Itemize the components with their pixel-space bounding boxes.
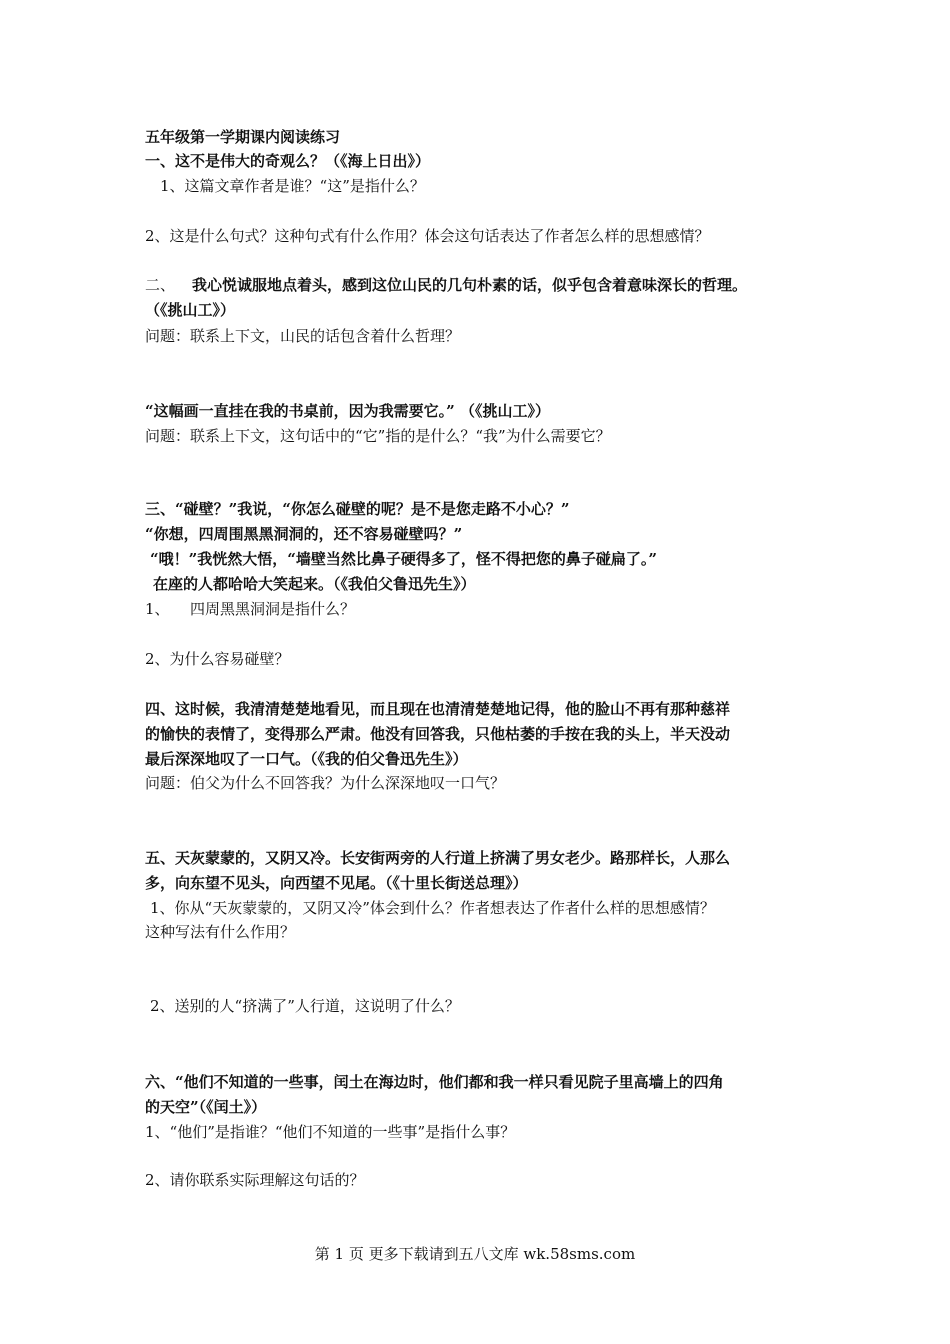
section-3-line-1: 三、“碰壁？”我说，“你怎么碰壁的呢？是不是您走路不小心？” bbox=[145, 500, 570, 518]
section-5-question-1-line-2: 这种写法有什么作用？ bbox=[145, 923, 296, 941]
section-1-question-1: 1、这篇文章作者是谁？“这”是指什么？ bbox=[160, 177, 425, 195]
section-3-line-2: “你想，四周围黑黑洞洞的，还不容易碰壁吗？” bbox=[145, 525, 463, 543]
section-2-question-2: 问题：联系上下文，这句话中的“它”指的是什么？“我”为什么需要它？ bbox=[145, 427, 611, 445]
section-3-question-1: 四周黑黑洞洞是指什么？ bbox=[190, 600, 356, 618]
section-6-line-2: 的天空”（《闰土》） bbox=[145, 1098, 267, 1116]
section-2-question-1: 问题：联系上下文，山民的话包含着什么哲理？ bbox=[145, 327, 461, 345]
section-4-line-2: 的愉快的表情了，变得那么严肃。他没有回答我，只他枯萎的手按在我的头上，半天没动 bbox=[145, 725, 731, 743]
section-6-line-1: 六、“他们不知道的一些事，闰土在海边时，他们都和我一样只看见院子里高墙上的四角 bbox=[145, 1073, 724, 1091]
section-5-question-2: 2、送别的人“挤满了”人行道，这说明了什么？ bbox=[150, 997, 460, 1015]
section-6-question-2: 2、请你联系实际理解这句话的？ bbox=[145, 1171, 365, 1189]
section-4-question: 问题：伯父为什么不回答我？为什么深深地叹一口气？ bbox=[145, 774, 506, 792]
section-4-line-1: 四、这时候，我清清楚楚地看见，而且现在也清清楚楚地记得，他的脸山不再有那种慈祥 bbox=[145, 700, 731, 718]
page-footer: 第 1 页 更多下载请到五八文库 wk.58sms.com bbox=[314, 1245, 636, 1263]
section-3-question-2: 2、为什么容易碰壁？ bbox=[145, 650, 290, 668]
section-3-question-1-number: 1、 bbox=[145, 600, 170, 618]
section-6-question-1: 1、“他们”是指谁？“他们不知道的一些事”是指什么事？ bbox=[145, 1123, 516, 1141]
section-2-number: 二、 bbox=[145, 276, 176, 294]
section-4-line-3: 最后深深地叹了一口气。（《我的伯父鲁迅先生》） bbox=[145, 750, 468, 768]
section-2-quote-line-2: （《挑山工》） bbox=[145, 301, 236, 319]
section-3-line-3: “哦！”我恍然大悟，“墙壁当然比鼻子硬得多了，怪不得把您的鼻子碰扁了。” bbox=[150, 550, 658, 568]
document-title: 五年级第一学期课内阅读练习 bbox=[145, 128, 341, 146]
section-1-heading: 一、这不是伟大的奇观么？（《海上日出》） bbox=[145, 152, 431, 170]
section-2-quote-2: “这幅画一直挂在我的书桌前，因为我需要它。” （《挑山工》） bbox=[145, 402, 550, 420]
section-3-line-4: 在座的人都哈哈大笑起来。（《我伯父鲁迅先生》） bbox=[153, 575, 476, 593]
section-5-line-2: 多，向东望不见头，向西望不见尾。（《十里长街送总理》） bbox=[145, 874, 528, 892]
section-2-quote-line-1: 我心悦诚服地点着头，感到这位山民的几句朴素的话，似乎包含着意味深长的哲理。 bbox=[192, 276, 748, 294]
section-5-line-1: 五、天灰蒙蒙的，又阴又冷。长安街两旁的人行道上挤满了男女老少。路那样长，人那么 bbox=[145, 849, 731, 867]
section-5-question-1-line-1: 1、你从“天灰蒙蒙的，又阴又冷”体会到什么？作者想表达了作者什么样的思想感情？ bbox=[150, 899, 715, 917]
section-1-question-2: 2、这是什么句式？这种句式有什么作用？体会这句话表达了作者怎么样的思想感情？ bbox=[145, 227, 710, 245]
